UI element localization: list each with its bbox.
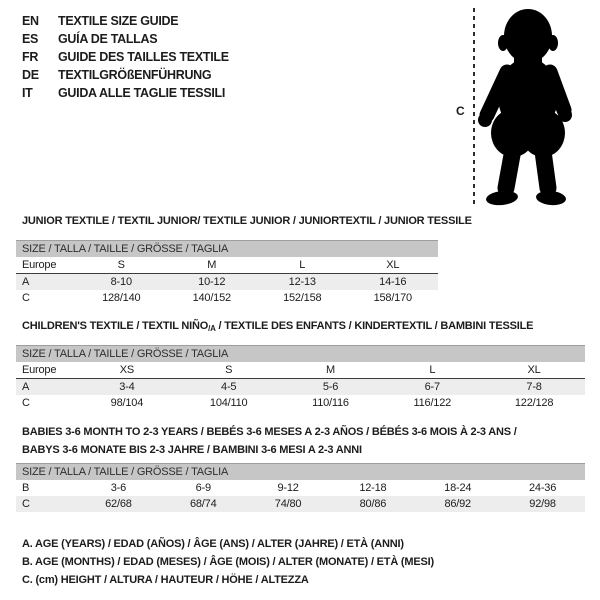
baby-silhouette-icon (450, 2, 590, 212)
height-cell: 74/80 (274, 498, 302, 510)
language-code: ES (22, 32, 39, 46)
size-cell: S (117, 259, 125, 271)
height-cell: 68/74 (189, 498, 217, 510)
height-cell: 86/92 (444, 498, 471, 510)
size-cell: XL (386, 259, 400, 271)
size-header-bar: SIZE / TALLA / TAILLE / GRÖSSE / TAGLIA (16, 345, 585, 362)
language-header (22, 12, 229, 102)
height-cell: 116/122 (413, 397, 452, 409)
table-row (16, 395, 585, 411)
size-cell: M (326, 364, 335, 376)
size-cell: XL (527, 364, 541, 376)
junior-size-table (16, 240, 438, 306)
table-row (16, 379, 585, 395)
children-size-table (16, 345, 585, 411)
age-cell: 14-16 (379, 276, 407, 288)
table-row (16, 274, 438, 290)
size-header-bar: SIZE / TALLA / TAILLE / GRÖSSE / TAGLIA (16, 240, 438, 257)
title-text: CHILDREN'S TEXTILE / TEXTIL NIÑO (22, 320, 209, 332)
age-cell: 8-10 (110, 276, 132, 288)
table-row (16, 362, 585, 379)
size-cell: M (207, 259, 217, 271)
language-row-de (22, 66, 229, 84)
height-cell: 92/98 (529, 498, 556, 510)
language-code: DE (22, 68, 39, 82)
babies-title-line1: BABIES 3-6 MONTH TO 2-3 YEARS / BEBÉS 3-6 MESES A 2-3 AÑOS / BÉBÉS 3-6 MOIS À 2-3 ANS / (22, 426, 517, 438)
age-cell: 5-6 (322, 381, 339, 393)
height-cell: 158/170 (373, 292, 412, 304)
language-row-fr (22, 48, 229, 66)
height-cell: 122/128 (514, 397, 554, 409)
size-cell: S (225, 364, 233, 376)
height-marker-label: C (456, 104, 465, 118)
age-cell: 9-12 (277, 482, 299, 494)
babies-size-table (16, 463, 585, 512)
language-row-en (22, 12, 229, 30)
row-label: Europe (22, 259, 57, 271)
row-label: Europe (22, 364, 57, 376)
height-cell: 80/86 (359, 498, 387, 510)
row-label: A (22, 276, 30, 288)
language-code: FR (22, 50, 39, 64)
height-cell: 104/110 (209, 397, 248, 409)
height-cell: 98/104 (110, 397, 144, 409)
legend-line-c: C. (cm) HEIGHT / ALTURA / HAUTEUR / HÖHE / ALTEZZA (22, 574, 309, 586)
baby-silhouette (478, 9, 572, 207)
title-subscript: /A (208, 324, 216, 333)
title-text: / TEXTILE DES ENFANTS / KINDERTEXTIL / BAMBINI TESSILE (215, 320, 534, 332)
age-cell: 12-13 (288, 276, 316, 288)
height-cell: 62/68 (105, 498, 132, 510)
height-cell: 128/140 (102, 292, 141, 304)
language-code: IT (22, 86, 33, 100)
language-label: TEXTILE SIZE GUIDE (58, 14, 179, 28)
table-row (16, 480, 585, 496)
age-cell: 12-18 (359, 482, 387, 494)
legend-line-b: B. AGE (MONTHS) / EDAD (MESES) / ÂGE (MOIS) / ALTER (MONATE) / ETÀ (MESI) (22, 556, 434, 568)
language-row-it (22, 84, 229, 102)
age-cell: 3-6 (110, 482, 127, 494)
height-cell: 152/158 (283, 292, 322, 304)
table-row (16, 257, 438, 274)
size-cell: XS (119, 364, 135, 376)
age-cell: 6-7 (424, 381, 440, 393)
babies-table-title (22, 423, 562, 459)
age-cell: 10-12 (198, 276, 226, 288)
size-header-bar: SIZE / TALLA / TAILLE / GRÖSSE / TAGLIA (16, 463, 585, 480)
size-cell: L (429, 364, 436, 376)
age-cell: 7-8 (526, 381, 542, 393)
age-cell: 6-9 (195, 482, 211, 494)
babies-title-line2: BABYS 3-6 MONATE BIS 2-3 JAHRE / BAMBINI 3-6 MESI A 2-3 ANNI (22, 444, 362, 456)
table-row (16, 496, 585, 512)
row-label: C (22, 498, 30, 510)
height-cell: 110/116 (312, 397, 349, 409)
row-label: A (22, 381, 30, 393)
language-label: GUÍA DE TALLAS (58, 32, 158, 46)
junior-table-title: JUNIOR TEXTILE / TEXTIL JUNIOR/ TEXTILE JUNIOR / JUNIORTEXTIL / JUNIOR TESSILE (22, 215, 472, 227)
children-table-title (22, 317, 533, 338)
size-cell: L (299, 259, 306, 271)
age-cell: 4-5 (221, 381, 237, 393)
age-cell: 3-4 (119, 381, 135, 393)
baby-height-figure (450, 2, 590, 212)
language-label: TEXTILGRÖßENFÜHRUNG (58, 68, 212, 82)
row-label: B (22, 482, 30, 494)
table-row (16, 290, 438, 306)
legend-line-a: A. AGE (YEARS) / EDAD (AÑOS) / ÂGE (ANS) / ALTER (JAHRE) / ETÀ (ANNI) (22, 538, 404, 550)
language-row-es (22, 30, 229, 48)
age-cell: 18-24 (444, 482, 472, 494)
row-label: C (22, 292, 30, 304)
age-cell: 24-36 (528, 482, 557, 494)
row-label: C (22, 397, 30, 409)
language-code: EN (22, 14, 39, 28)
language-label: GUIDE DES TAILLES TEXTILE (58, 50, 229, 64)
height-cell: 140/152 (192, 292, 231, 304)
legend (22, 535, 434, 589)
language-label: GUIDA ALLE TAGLIE TESSILI (58, 86, 226, 100)
